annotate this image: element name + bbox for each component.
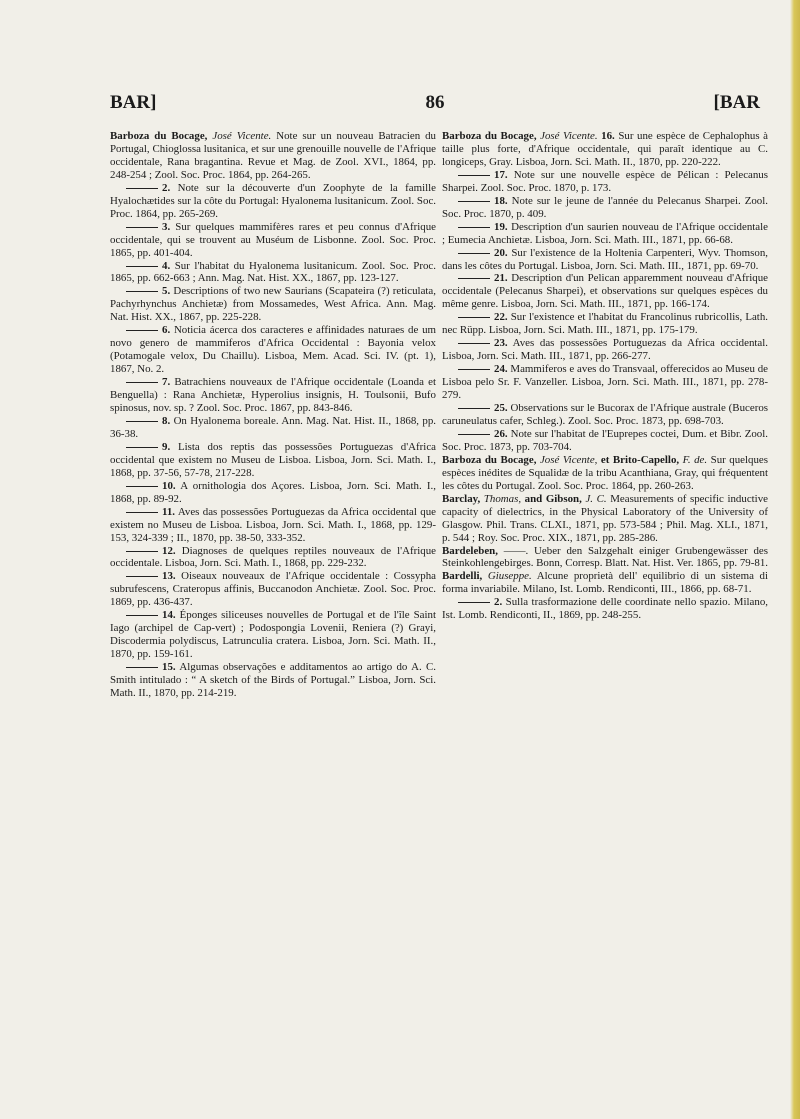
entry-text: Batrachiens nouveaux de l'Afrique occidentale (Loanda et Benguella) : Rana Anchietæ, Hyperolius insignis, H. Toulsonii, Bufo spinosus, nov. sp. ? Zool. Soc. Proc. 1867, pp. 843-846. (110, 376, 436, 415)
entry-text: Note sur la découverte d'un Zoophyte de la famille Hyalochætides sur la côte du Portugal: Hyalonema lusitanicum. Zool. Soc. Proc. 1864, pp. 265-269. (110, 181, 436, 220)
author-given-name: José Vicente, (539, 453, 598, 466)
entry-text: Note sur une nouvelle espèce de Pélican : Pelecanus Sharpei. Zool. Soc. Proc. 1870, p. 173. (442, 168, 768, 194)
bibliography-subentry (442, 195, 768, 221)
bibliography-subentry (110, 506, 436, 545)
entry-text: Sur l'existence et l'habitat du Francolinus rubricollis, Lath. nec Rüpp. Lisboa, Jorn. Sci. Math. III., 1871, pp. 175-179. (442, 311, 768, 337)
ditto-dash (126, 330, 158, 331)
author-given-name: Thomas, (483, 492, 522, 505)
bibliography-subentry (110, 182, 436, 221)
author-given-name: José Vicente. (540, 130, 598, 142)
entry-number: 18. (494, 194, 508, 207)
entry-text: Observations sur le Bucorax de l'Afrique australe (Buceros caruneulatus cafer, Schleg.). Zool. Soc. Proc. 1873, pp. 698-703. (442, 402, 768, 427)
ditto-dash (126, 266, 158, 267)
bibliography-subentry (442, 363, 768, 402)
entry-text: Aves das possessões Portuguezas da Africa occidental que existem no Museu de Lisboa. Lisboa, Jorn. Sci. Math. I., 1868, pp. 129-153, 324-339 ; II., 1870, pp. 38-50, 333-352. (110, 505, 436, 544)
entry-number: 17. (494, 168, 508, 181)
entry-text: Lista dos reptis das possessões Portuguezas d'Africa occidental que existem no Museu de Lisboa. Lisboa, Jorn. Sci. Math. I., 1868, pp. 37-56, 57-78, 217-228. (110, 440, 436, 479)
entry-number: 7. (162, 376, 171, 389)
coauthor-name: et Brito-Capello, (600, 453, 680, 466)
bibliography-subentry (110, 609, 436, 661)
ditto-dash (126, 227, 158, 228)
bibliography-subentry (110, 570, 436, 609)
bibliography-subentry (442, 596, 768, 622)
entry-number: 23. (494, 337, 508, 350)
entry-text: Oiseaux nouveaux de l'Afrique occidentale : Cossypha subrufescens, Crateropus affinis, Buccanodon Anchietæ. Zool. Soc. Proc. 1869, pp. 436-437. (110, 570, 436, 609)
entry-text: Description d'un Pelican apparemment nouveau d'Afrique occidentale (Pelecanus Sharpei), et observations sur quelques espèces du même genre. Lisboa, Jorn. Sci. Math. III., 1871, pp. 166-174. (442, 272, 768, 311)
bibliography-subentry (110, 324, 436, 376)
ditto-dash (458, 253, 490, 254)
entry-number: 22. (494, 311, 508, 324)
entry-number: 24. (494, 363, 508, 376)
author-name: Barboza du Bocage, (110, 130, 208, 142)
bibliography-subentry (442, 337, 768, 363)
ditto-dash (458, 227, 490, 228)
bibliography-subentry (442, 272, 768, 311)
entry-number: 13. (162, 570, 176, 583)
bibliography-subentry (442, 428, 768, 454)
ditto-dash (458, 278, 490, 279)
entry-text: Algumas observações e additamentos ao artigo do A. C. Smith intitulado : “ A sketch of the Birds of Portugal.” Lisboa, Jorn. Sci. Math. II., 1870, pp. 214-219. (110, 661, 436, 699)
bibliography-subentry (442, 247, 768, 273)
bibliography-subentry (442, 169, 768, 195)
coauthor-given-name: J. C. (585, 492, 607, 505)
header-left: BAR] (110, 92, 157, 113)
entry-number: 11. (162, 505, 176, 518)
entry-text: Sur l'existence de la Holtenia Carpenteri, Wyv. Thomson, dans les côtes du Portugal. Lisboa, Jorn. Sci. Math. III., 1871, pp. 69-70. (442, 246, 768, 272)
entry-text: Aves das possessões Portuguezas da Africa occidental. Lisboa, Jorn. Sci. Math. III., 1871, pp. 266-277. (442, 337, 769, 363)
bibliography-entry (110, 130, 436, 182)
entry-text: Measurements of specific inductive capacity of dielectrics, in the Physical Laboratory of the University of Glasgow. Phil. Trans. CLXI., 1871, pp. 573-584 ; Phil. Mag. XLI., 1871, p. 544 ; Roy. Soc. Proc. XIX., 1871, pp. 285-286. (442, 492, 768, 544)
bibliography-subentry (110, 441, 436, 480)
entry-text: Diagnoses de quelques reptiles nouveaux de l'Afrique occidentale. Lisboa, Jorn. Sci. Math. I., 1868, pp. 229-232. (110, 544, 436, 570)
entry-number: 9. (162, 440, 171, 453)
bibliography-entry (442, 454, 768, 493)
author-name: Barboza du Bocage, (442, 130, 537, 142)
ditto-dash (458, 317, 490, 318)
entry-number: 12. (162, 544, 176, 557)
ditto-dash (126, 551, 158, 552)
ditto-dash (458, 369, 490, 370)
entry-number: 2. (162, 181, 171, 194)
entry-text: Sur quelques mammifères rares et peu connus d'Afrique occidentale, qui se trouvent au Muséum de Lisbonne. Zool. Soc. Proc. 1865, pp. 401-404. (110, 220, 436, 259)
entry-text: Éponges siliceuses nouvelles de Portugal et de l'île Saint Iago (archipel de Cap-vert) ; Podospongia Lovenii, Reniera (?) Grayi, Discodermia polydiscus, Latrunculia cratera. Lisboa, Jorn. Sci. Math. II., 1870, pp. 159-161. (110, 609, 436, 661)
author-given-name: José Vicente. (212, 130, 272, 142)
entry-number: 4. (162, 259, 171, 272)
bibliography-subentry (442, 402, 768, 428)
entry-number: 15. (162, 661, 176, 674)
entry-text: On Hyalonema boreale. Ann. Mag. Nat. Hist. II., 1868, pp. 36-38. (110, 414, 436, 440)
entry-number: 25. (494, 402, 508, 415)
author-given-name: Giuseppe. (487, 570, 532, 583)
ditto-dash (458, 175, 490, 176)
ditto-dash (126, 188, 158, 189)
bibliography-entry (442, 545, 768, 571)
bibliography-subentry (110, 285, 436, 324)
bibliography-subentry (442, 311, 768, 337)
coauthor-given-name: F. de. (682, 453, 708, 466)
ditto-dash (126, 615, 158, 616)
ditto-dash (458, 201, 490, 202)
ditto-dash (458, 343, 490, 344)
entry-text: Noticia ácerca dos caracteres e affinidades naturaes de um novo genero de mammiferos d'Africa Occidental : Bayonia velox (Potamogale velox, Du Chaillu). Lisboa, Mem. Acad. Sci. IV. (pt. 1), 1867, No. 2. (110, 324, 436, 376)
ditto-dash (126, 512, 158, 513)
entry-text: Sur quelques espèces inédites de Squalidæ de la tribu Acanthiana, Gray, qui fréquentent les côtes du Portugal. Zool. Soc. Proc. 1864, pp. 260-263. (442, 453, 768, 492)
bibliography-entry (442, 130, 768, 169)
entry-number: 3. (162, 220, 171, 233)
entry-text: Sur une espèce de Cephalophus à taille plus forte, d'Afrique occidentale, qui paraît identique au C. longiceps, Gray. Lisboa, Jorn. Sci. Math. II., 1870, pp. 220-222. (442, 130, 768, 168)
entry-text: A ornithologia dos Açores. Lisboa, Jorn. Sci. Math. I., 1868, pp. 89-92. (110, 479, 436, 505)
bibliography-subentry (110, 545, 436, 571)
ditto-dash (458, 434, 490, 435)
right-column (442, 130, 768, 622)
entry-number: 10. (162, 479, 176, 492)
ditto-dash (126, 486, 158, 487)
entry-text: Note sur l'habitat de l'Euprepes coctei, Dum. et Bibr. Zool. Soc. Proc. 1873, pp. 703-704. (442, 427, 768, 453)
coauthor-name: and Gibson, (524, 492, 582, 505)
left-column (110, 130, 436, 700)
entry-text: Note sur le jeune de l'année du Pelecanus Sharpei. Zool. Soc. Proc. 1870, p. 409. (442, 194, 768, 220)
ditto-dash (126, 447, 158, 448)
entry-number: 5. (162, 285, 171, 298)
entry-number: 8. (162, 414, 171, 427)
bibliography-entry (442, 570, 768, 596)
entry-number: 26. (494, 427, 508, 440)
entry-number: 20. (494, 246, 508, 259)
entry-text: ——. Ueber den Salzgehalt einiger Grubengewässer des Steinkohlengebirges. Bonn, Corresp. Blatt. Nat. Hist. Ver. 1865, pp. 79-81. (442, 544, 768, 570)
bibliography-subentry (110, 260, 436, 286)
ditto-dash (126, 291, 158, 292)
entry-number: 19. (494, 220, 508, 233)
entry-number: 2. (494, 596, 503, 609)
author-name: Bardelli, (442, 570, 483, 583)
entry-number: 16. (601, 130, 615, 142)
ditto-dash (126, 667, 158, 668)
entry-text: Description d'un saurien nouveau de l'Afrique occidentale ; Eumecia Anchietæ. Lisboa, Jorn. Sci. Math. III., 1871, pp. 66-68. (442, 220, 768, 246)
bibliography-subentry (110, 221, 436, 260)
ditto-dash (458, 602, 490, 603)
author-name: Barclay, (442, 492, 481, 505)
bibliography-subentry (110, 661, 436, 700)
ditto-dash (126, 576, 158, 577)
ditto-dash (126, 421, 158, 422)
entry-text: Mammiferos e aves do Transvaal, offerecidos ao Museu de Lisboa pelo Sr. F. Vanzeller. Lisboa, Jorn. Sci. Math. III., 1871, pp. 278-279. (442, 363, 768, 402)
ditto-dash (458, 408, 490, 409)
entry-text: Note sur un nouveau Batracien du Portugal, Chioglossa lusitanica, et sur une grenouille nouvelle de l'Afrique occidentale, Rana bragantina. Revue et Mag. de Zool. XVI., 1864, pp. 248-254 ; Zool. Soc. Proc. 1864, pp. 264-265. (110, 130, 436, 181)
entry-number: 6. (162, 324, 171, 337)
entry-number: 14. (162, 609, 176, 622)
bibliography-subentry (442, 221, 768, 247)
ditto-dash (126, 382, 158, 383)
entry-text: Sur l'habitat du Hyalonema lusitanicum. Zool. Soc. Proc. 1865, pp. 662-663 ; Ann. Mag. Nat. Hist. XX., 1867, pp. 123-127. (110, 259, 436, 285)
bibliography-entry (442, 493, 768, 545)
header-right: [BAR (713, 92, 760, 113)
entry-text: Sulla trasformazione delle coordinate nello spazio. Milano, Ist. Lomb. Rendiconti, II., 1869, pp. 248-255. (442, 596, 768, 622)
entry-text: Descriptions of two new Saurians (Scapateira (?) reticulata, Pachyrhynchus Anchietæ) from Mossamedes, West Africa. Ann. Mag. Nat. Hist. XX., 1867, pp. 225-228. (110, 285, 436, 324)
bibliography-subentry (110, 480, 436, 506)
entry-number: 21. (494, 272, 508, 285)
bibliography-subentry (110, 376, 436, 415)
author-name: Barboza du Bocage, (442, 453, 537, 466)
page-edge-decoration (790, 0, 800, 1119)
page-number: 86 (425, 92, 445, 113)
entry-text: Alcune proprietà dell' equilibrio di un sistema di forma invariabile. Milano, Ist. Lomb. Rendiconti, III., 1866, pp. 68-71. (442, 570, 768, 596)
bibliography-subentry (110, 415, 436, 441)
page-header (110, 92, 760, 120)
author-name: Bardeleben, (442, 544, 498, 557)
